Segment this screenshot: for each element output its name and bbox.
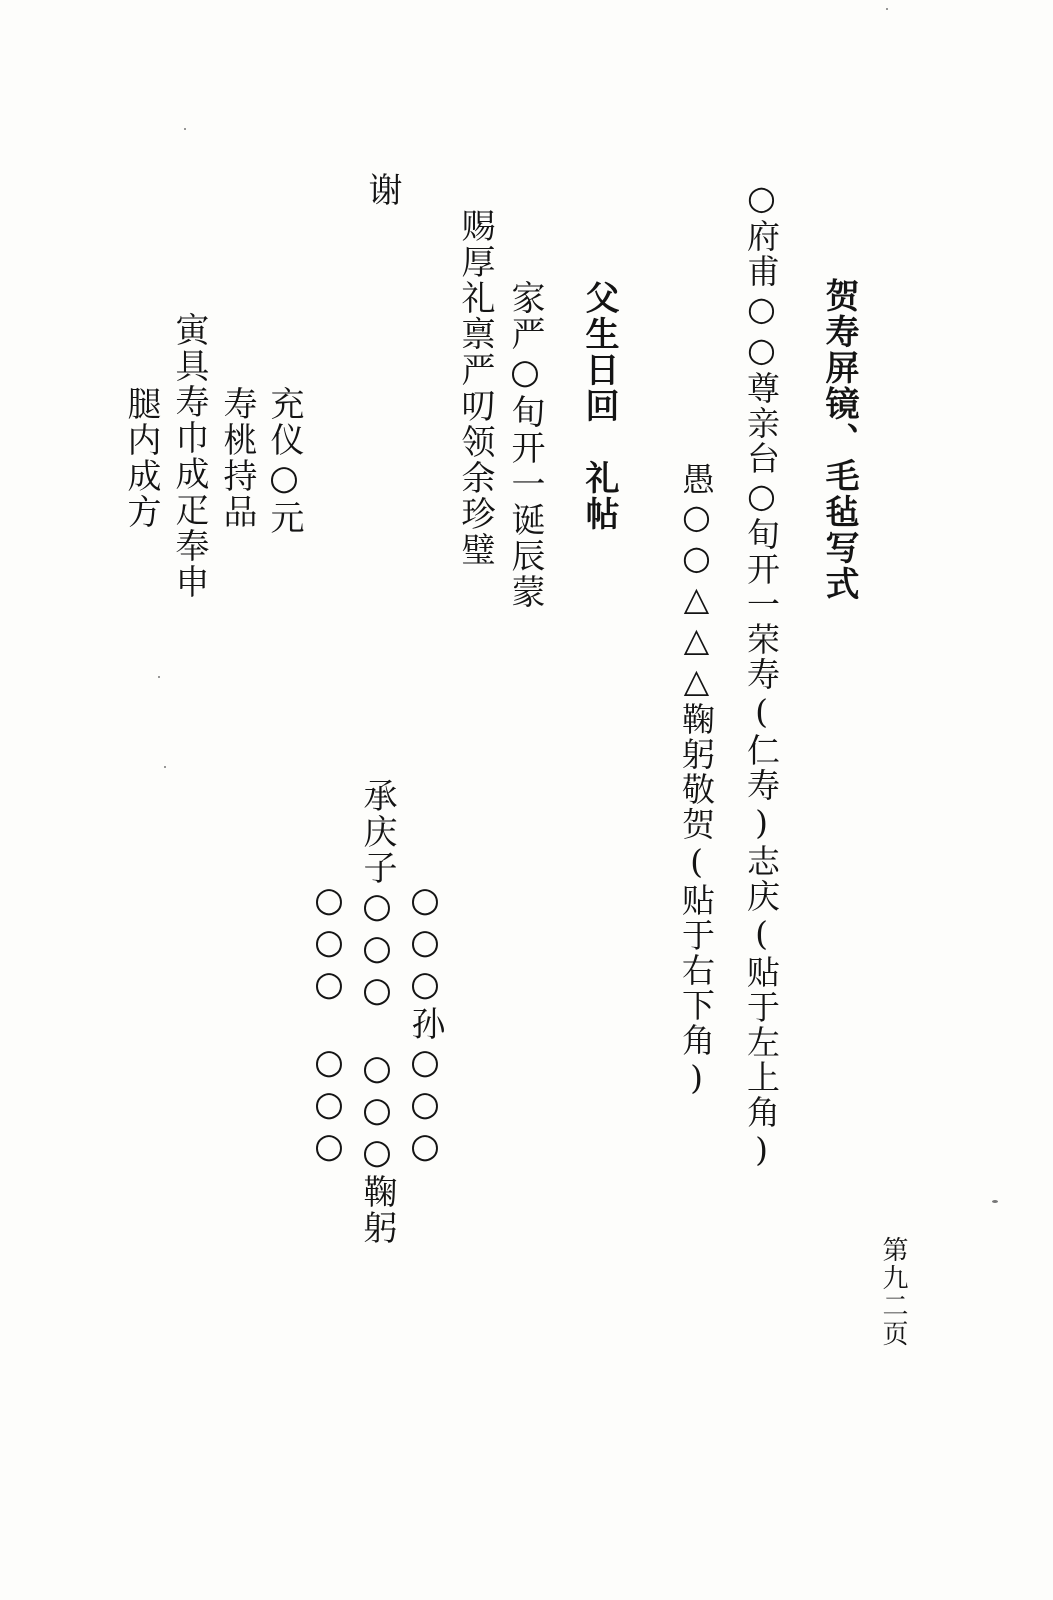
text-line-8: 寅具寿巾成疋奉申: [169, 312, 209, 600]
section-title: 父生日回 礼帖: [579, 280, 619, 532]
text-line-4: 赐厚礼禀严叨领余珍璧: [455, 208, 495, 568]
scan-speck: [992, 1200, 998, 1203]
page-number: 第九二页: [878, 1236, 908, 1348]
text-line-11: 承庆子○○○ ○○○鞠躬: [357, 778, 397, 1246]
text-line-1: ○府甫○○尊亲台○旬开一荣寿(仁寿)志庆(贴于左上角): [742, 178, 781, 1171]
text-line-7: 寿桃持品: [217, 386, 257, 530]
scan-speck: [886, 8, 888, 10]
text-line-10: ○○○孙○○○: [405, 880, 445, 1168]
text-line-3: 家严○旬开一诞辰蒙: [505, 280, 545, 610]
text-line-6: 充仪○元: [264, 386, 304, 536]
text-line-2: 愚○○△△△鞠躬敬贺(贴于右下角): [677, 462, 716, 1099]
scan-speck: [184, 128, 186, 130]
page-title: 贺寿屏镜、毛毡写式: [819, 278, 859, 602]
scan-speck: [158, 676, 160, 678]
text-line-12: ○○○ ○○○: [309, 880, 349, 1168]
scan-speck: [164, 766, 166, 768]
text-line-5: 谢: [362, 172, 402, 208]
text-line-9: 腿内成方: [121, 386, 161, 530]
